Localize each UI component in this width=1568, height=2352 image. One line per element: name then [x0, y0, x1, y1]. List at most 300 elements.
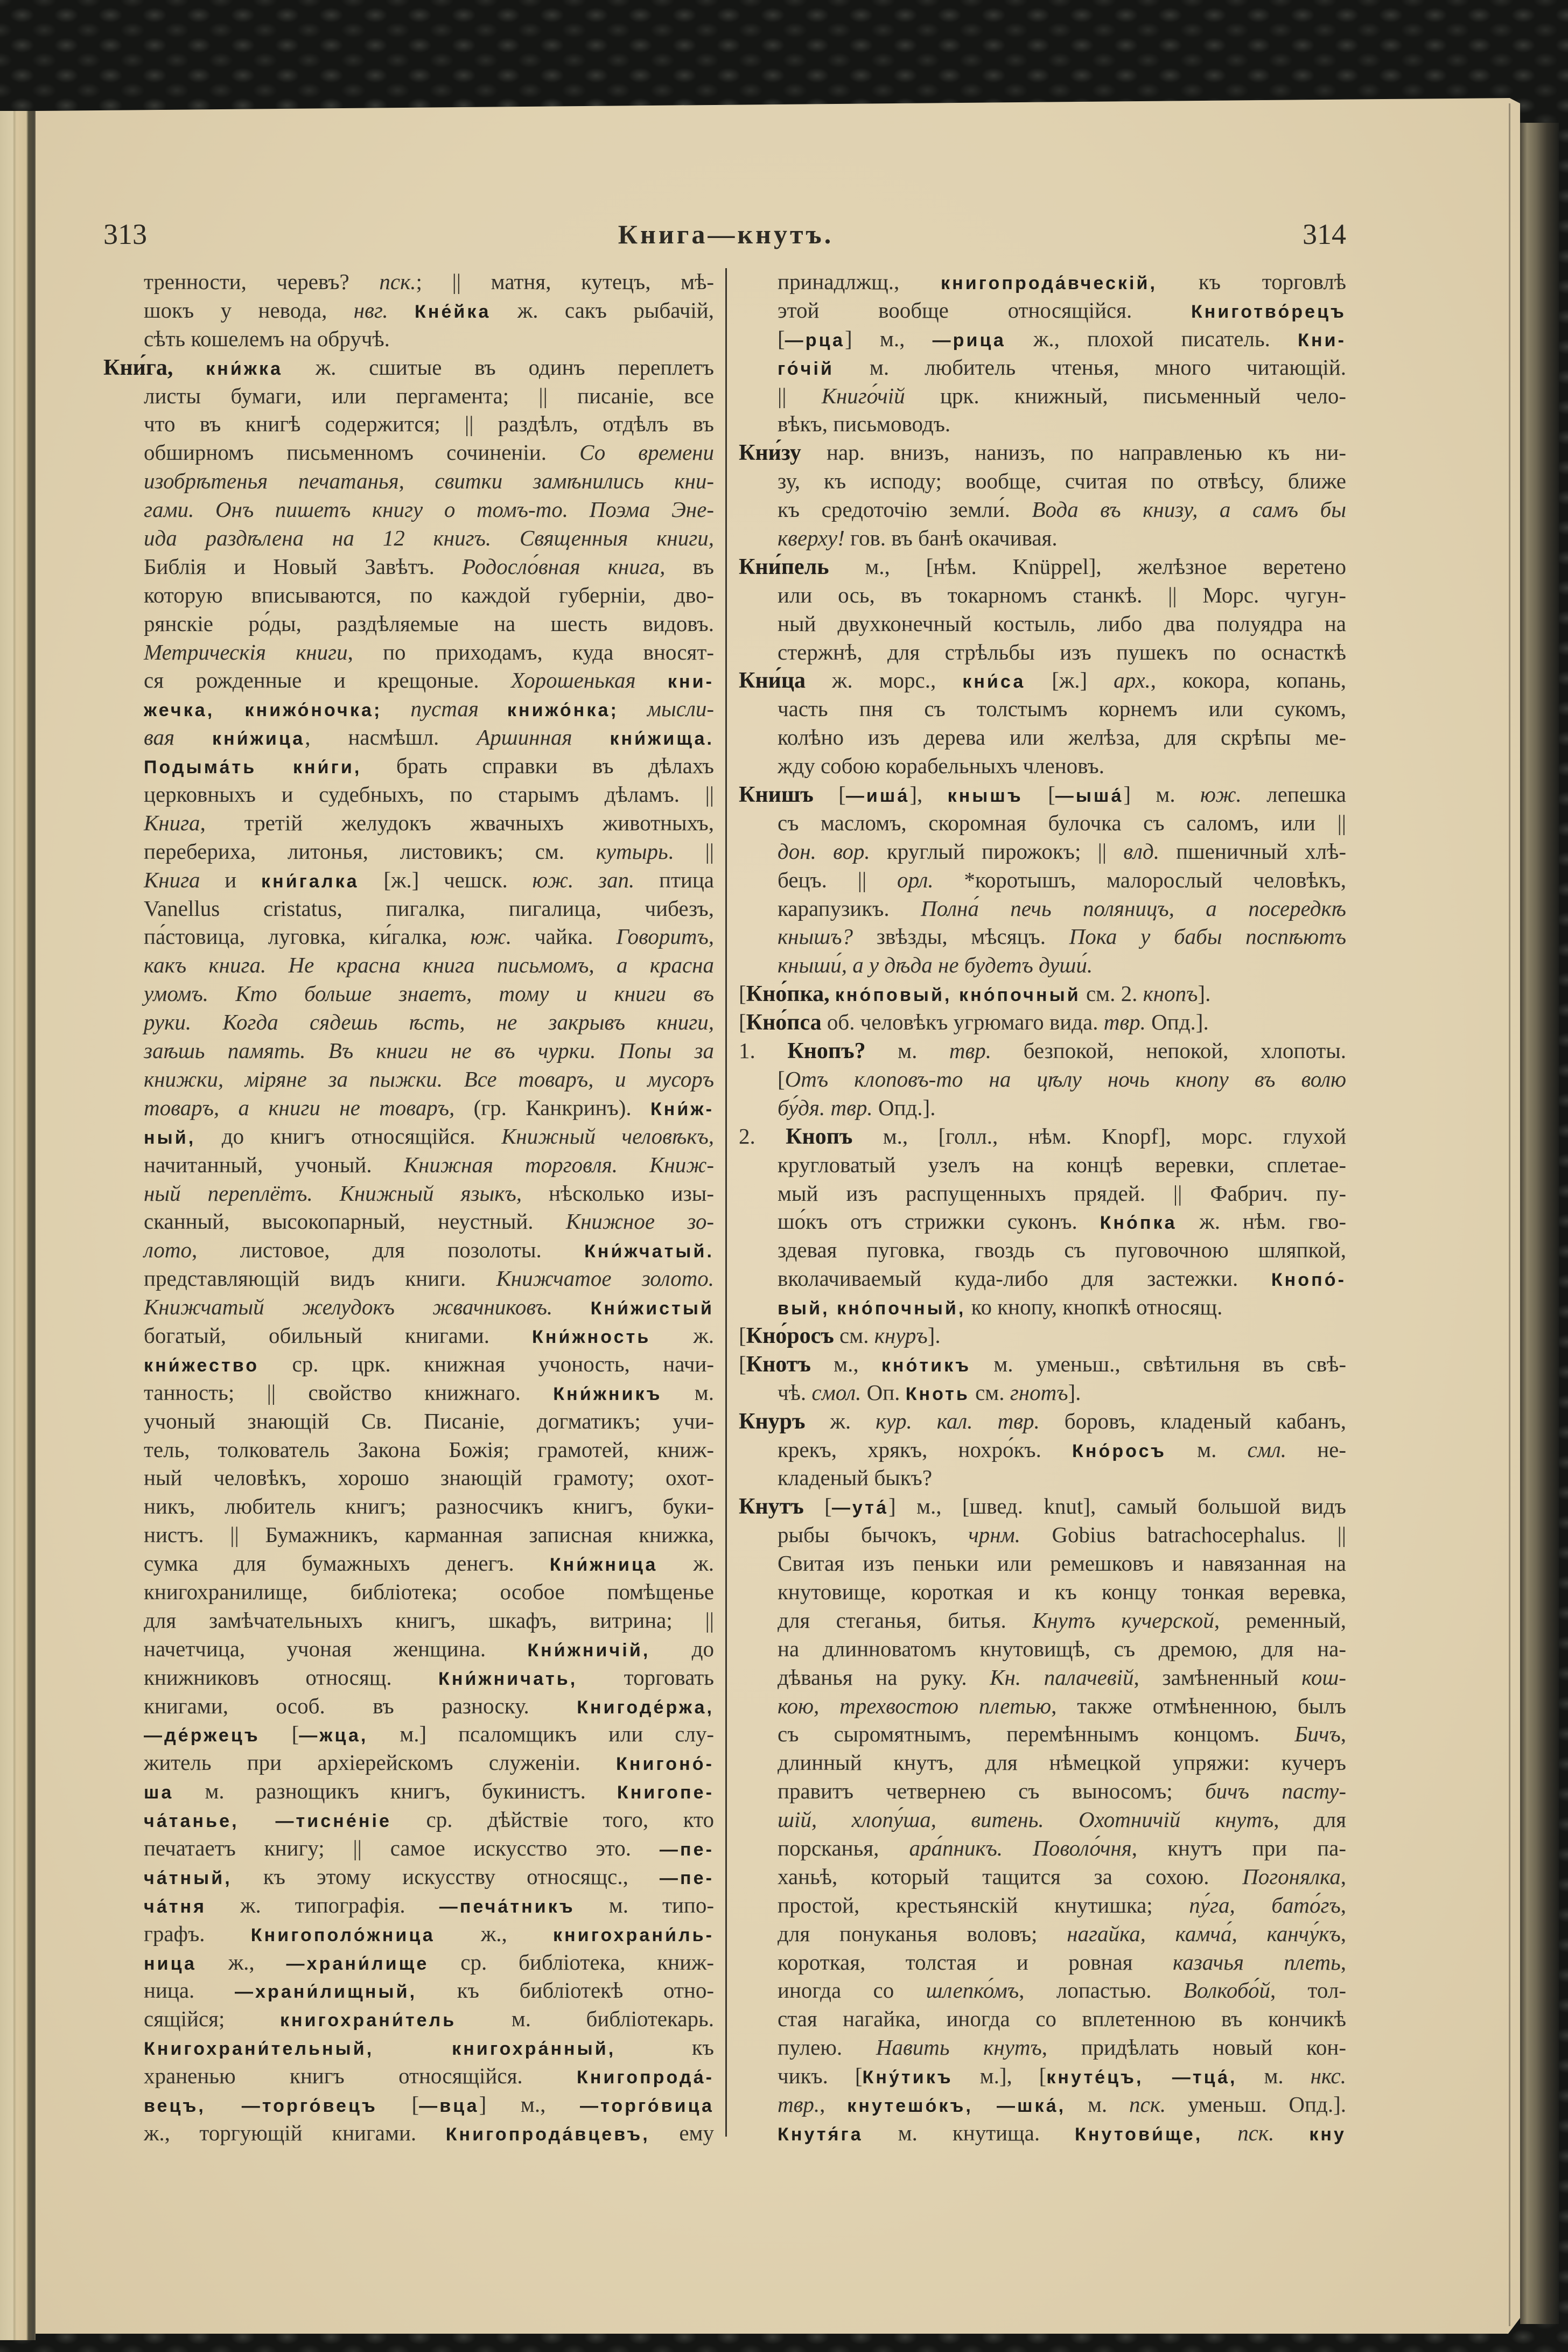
bold-term: ча́тный, — [144, 1867, 232, 1888]
text-run: чикъ. [ — [778, 2063, 863, 2089]
text-run: 1. — [739, 1038, 788, 1063]
running-title: Книга—кнутъ. — [618, 219, 834, 249]
text-line — [103, 1720, 714, 1748]
bold-term: кнуте́цъ, —тца́, — [1046, 2067, 1237, 2088]
text-run: книжниковъ относящ. — [144, 1664, 439, 1690]
text-run: часть пня съ толстымъ корнемъ или сукомъ, — [778, 696, 1346, 722]
text-run: къ библіотекѣ отно- — [417, 1978, 714, 2003]
text-line — [739, 325, 1346, 353]
text-line — [739, 1350, 1346, 1378]
text-line — [103, 837, 714, 866]
text-line — [739, 752, 1346, 780]
bold-term: Кнутя́га — [778, 2124, 863, 2145]
italic-run: Погонялка — [1242, 1864, 1341, 1889]
text-run: богатый, обильный книгами. — [144, 1322, 533, 1348]
text-run: , — [1340, 1864, 1346, 1889]
text-run: ], — [909, 782, 948, 807]
text-line — [103, 1635, 714, 1663]
headword: Кно́пса — [746, 1010, 822, 1035]
text-line — [103, 2090, 714, 2119]
bold-term: Кни́жникъ — [553, 1383, 662, 1404]
text-line — [103, 866, 714, 894]
bold-term: кни́жища. — [610, 729, 714, 750]
text-line — [739, 1578, 1346, 1606]
text-line — [103, 495, 714, 524]
text-line — [103, 2119, 714, 2147]
italic-run: влд. — [1123, 838, 1159, 864]
text-run: м., [нѣм. Knüppel], желѣзное веретено — [829, 554, 1346, 579]
text-run: кнутовище, короткая и къ концу тонкая веревка, — [778, 1579, 1346, 1604]
bold-term: —ыша́ — [1055, 786, 1124, 807]
italic-run: кош- — [1301, 1664, 1346, 1690]
text-run: ]. — [1068, 1380, 1081, 1405]
italic-run: изобрѣтенья печатанья, свитки замѣнились кни- — [144, 468, 714, 494]
text-line — [739, 1920, 1346, 1948]
italic-run: кнышъ? — [778, 924, 853, 949]
text-run: съ сыромятнымъ, перемѣннымъ концомъ. — [778, 1721, 1295, 1747]
text-run: ный двухконечный костыль, либо два полуядра на — [778, 611, 1346, 636]
text-line — [103, 1692, 714, 1720]
text-line — [739, 2090, 1346, 2119]
italic-run: юж. — [470, 924, 512, 949]
text-line — [739, 1863, 1346, 1891]
text-run: въ — [665, 554, 714, 579]
text-line — [739, 979, 1346, 1008]
text-line — [739, 1549, 1346, 1578]
bold-term: Книгоно́- — [616, 1754, 714, 1775]
text-run: короткая, толстая и ровная — [778, 1949, 1173, 1975]
headword: Кни́зу — [739, 440, 801, 466]
bold-term: кну — [1309, 2124, 1346, 2145]
text-run: , по приходамъ, куда вносят- — [347, 639, 714, 664]
italic-run: Книго́чій — [821, 383, 905, 408]
text-run: (гр. Канкринъ). — [454, 1095, 650, 1120]
text-run: чайка. — [512, 924, 617, 949]
text-line — [739, 866, 1346, 894]
text-line — [739, 666, 1346, 695]
italic-run: Книжное зо- — [565, 1209, 714, 1234]
text-line — [103, 410, 714, 438]
text-line — [739, 1407, 1346, 1436]
text-line — [103, 1920, 714, 1948]
text-line — [103, 1805, 714, 1834]
text-run: м. разнощикъ книгъ, букинистъ. — [173, 1779, 617, 1804]
text-line — [103, 610, 714, 638]
text-run: ] м. — [1123, 782, 1200, 807]
text-line — [739, 1834, 1346, 1863]
text-line — [739, 922, 1346, 951]
text-line — [103, 1151, 714, 1179]
text-line — [103, 2033, 714, 2062]
text-run: торговать — [577, 1664, 714, 1690]
text-run: [ — [739, 1351, 746, 1376]
text-line — [103, 325, 714, 353]
text-line — [739, 695, 1346, 723]
text-line — [103, 1008, 714, 1037]
italic-run: заѣшь память. Въ книги не въ чурки. Попы за — [144, 1038, 714, 1063]
italic-run: Хорошенькая — [510, 668, 636, 693]
text-line — [103, 1378, 714, 1407]
italic-run: Волкобо́й — [1183, 1978, 1270, 2003]
text-line — [103, 979, 714, 1008]
text-run: м. типо- — [575, 1892, 714, 1917]
text-run: звѣзды, мѣсяцъ. — [853, 924, 1069, 949]
italic-run: ара́пникъ. Поволо́чня — [909, 1835, 1132, 1860]
text-run: , замѣненный — [1133, 1664, 1302, 1690]
bold-term: книгохрани́тель — [279, 2010, 457, 2031]
text-line — [103, 268, 714, 296]
text-run: , ременный, — [1214, 1607, 1346, 1633]
bold-term: кни́са — [962, 671, 1026, 692]
text-line — [739, 1606, 1346, 1635]
text-line — [103, 809, 714, 837]
text-run: вѣкъ, письмоводъ. — [778, 411, 951, 437]
italic-run: орл. — [897, 867, 934, 892]
text-run — [388, 298, 415, 323]
bold-term: Кни́жчатый. — [584, 1241, 714, 1262]
text-line — [103, 467, 714, 495]
italic-run: мысли- — [618, 696, 714, 722]
text-line — [739, 1094, 1346, 1122]
text-line — [103, 1663, 714, 1692]
headword: Кни́ца — [739, 668, 806, 694]
text-run: , — [1340, 1892, 1346, 1917]
text-line — [103, 1065, 714, 1094]
text-run: шо́къ отъ стрижки суконъ. — [778, 1209, 1100, 1234]
text-run: храненью книгъ относящійся. — [144, 2063, 577, 2089]
italic-run: пск. — [379, 269, 416, 294]
text-run: [ж.] чешск. — [359, 867, 533, 892]
bold-term: ча́тня — [144, 1896, 207, 1917]
text-run: которую вписываются, по каждой губерніи, дво- — [144, 582, 714, 607]
italic-run: лото — [144, 1237, 192, 1263]
text-run: ж. типографія. — [206, 1892, 439, 1917]
text-line — [739, 1777, 1346, 1805]
text-line — [739, 837, 1346, 866]
text-line — [103, 353, 714, 382]
italic-run: казачья плеть — [1173, 1949, 1341, 1975]
italic-run: гами. Онъ пишетъ книгу о томъ-то. Поэма Эне- — [144, 497, 714, 522]
text-line — [739, 1264, 1346, 1293]
italic-run: Метрическія книги — [144, 639, 348, 664]
text-run: кругловатый узелъ на концѣ веревки, сплетае- — [778, 1152, 1346, 1177]
italic-run: ный переплётъ. Книжный языкъ, — [144, 1180, 522, 1206]
text-run: ж. — [650, 1322, 714, 1348]
headword: Кнутъ — [739, 1494, 804, 1520]
text-line — [103, 1094, 714, 1122]
text-line — [739, 552, 1346, 581]
text-run: [ — [739, 981, 746, 1006]
previous-pages-edge — [0, 111, 36, 2340]
text-line — [103, 922, 714, 951]
text-run: сѣть кошелемъ на обручѣ. — [144, 326, 390, 351]
bold-term: кно́тикъ — [881, 1355, 971, 1376]
italic-run: пск. — [1237, 2120, 1275, 2145]
italic-run: Со времени — [579, 440, 714, 465]
italic-run: твр. — [778, 2092, 820, 2117]
text-run: *коротышъ, малорослый человѣкъ, — [933, 867, 1346, 892]
text-run: Опд.]. — [1145, 1010, 1209, 1035]
text-run: м. любитель чтенья, много читающій. — [834, 354, 1346, 380]
text-run: рыбы бычокъ, — [778, 1522, 969, 1548]
bold-term: —вца — [419, 2096, 479, 2116]
italic-run: кур. кал. твр. — [876, 1408, 1040, 1433]
text-line — [103, 752, 714, 780]
text-run: Опд.]. — [872, 1095, 936, 1120]
italic-run: Книга — [144, 867, 200, 892]
text-run: безпокой, непокой, хлопоты. — [991, 1038, 1346, 1063]
text-line — [739, 1976, 1346, 2005]
text-run: ница. — [144, 1978, 235, 2003]
text-run: м. — [1066, 2092, 1130, 2117]
text-line — [739, 2033, 1346, 2062]
text-run: , третій желудокъ жвачныхъ животныхъ, — [200, 810, 714, 835]
text-run: простой, крестьянскій кнутишка; — [778, 1892, 1189, 1917]
text-run: никъ, любитель книгъ; разносчикъ книгъ, буки- — [144, 1494, 714, 1519]
italic-run: ида раздѣлена на 12 книгъ. Священныя книги, — [144, 526, 714, 551]
italic-run: юж. — [1200, 782, 1242, 807]
italic-run: пу́га, бато́гъ — [1189, 1892, 1341, 1917]
text-run: стержнѣ, для стрѣльбы изъ пушекъ по оснасткѣ — [778, 639, 1346, 664]
text-run: ] м., [швед. knut], самый большой видъ — [888, 1494, 1346, 1519]
italic-run: пск. — [1129, 2092, 1166, 2117]
text-run: карапузикъ. — [778, 895, 921, 921]
text-line — [103, 1264, 714, 1293]
italic-run: шлепко́мъ — [926, 1978, 1019, 2003]
text-run: нар. внизъ, нанизъ, по направленью къ ни- — [801, 440, 1346, 465]
text-line — [103, 1777, 714, 1805]
text-line — [739, 809, 1346, 837]
text-run: нѣсколько изы- — [522, 1180, 714, 1206]
text-run: ж. — [805, 1408, 876, 1433]
bold-term: Кни́жистый — [590, 1298, 714, 1319]
text-run: 2. — [739, 1123, 786, 1149]
text-run: мый изъ распущенныхъ прядей. || Фабрич. пу- — [778, 1180, 1346, 1206]
text-run: боровъ, кладеный кабанъ, — [1039, 1408, 1346, 1433]
text-line — [739, 1521, 1346, 1549]
bold-term: Книгопе- — [617, 1782, 714, 1803]
text-line — [103, 1863, 714, 1891]
bold-term: —храни́лище — [286, 1953, 429, 1974]
italic-run: смл. — [1247, 1437, 1287, 1462]
text-run: [ — [739, 1322, 746, 1348]
text-run: црк. книжный, письменный чело- — [905, 383, 1346, 408]
text-run: къ торговлѣ — [1157, 269, 1346, 294]
text-run: птица — [634, 867, 714, 892]
text-run: до — [650, 1636, 714, 1661]
text-run: м. библіотекарь. — [456, 2006, 714, 2032]
italic-run: нкс. — [1310, 2063, 1346, 2089]
bold-term: ница — [144, 1953, 197, 1974]
bold-term: кни́галка — [261, 871, 359, 892]
italic-run: Книжный человѣкъ, — [501, 1123, 714, 1149]
text-run: см. — [969, 1380, 1010, 1405]
italic-run: гнотъ — [1010, 1380, 1068, 1405]
text-line — [739, 723, 1346, 752]
text-run: до книгъ относящійся. — [195, 1123, 502, 1149]
text-run: вколачиваемый куда-либо для застежки. — [778, 1266, 1271, 1291]
text-line — [103, 951, 714, 979]
text-run: дѣванья на руку. — [778, 1664, 990, 1690]
text-line — [739, 1436, 1346, 1464]
bold-term: кнутешо́къ, —шка́, — [847, 2096, 1066, 2116]
headword: Кно́пка, — [746, 982, 830, 1007]
text-line — [739, 894, 1346, 923]
text-line — [739, 1948, 1346, 1977]
text-run: тель, толкователь Закона Божія; грамотей, книж- — [144, 1437, 714, 1462]
text-run: книгохранилище, библіотека; особое помѣщенье — [144, 1579, 714, 1604]
italic-run: чрнм. — [968, 1522, 1021, 1548]
text-run: , — [1340, 1949, 1346, 1975]
text-line — [103, 1549, 714, 1578]
text-run: ж. морс., — [806, 668, 963, 693]
text-line — [103, 1321, 714, 1350]
text-run: не- — [1286, 1437, 1346, 1462]
text-run: [ — [260, 1721, 299, 1747]
text-run: ]. — [1198, 981, 1211, 1006]
bold-term: Кнутови́ще, — [1075, 2124, 1203, 2145]
text-line — [739, 1891, 1346, 1920]
bold-term: Книготво́рецъ — [1191, 301, 1346, 322]
text-run: къ — [615, 2035, 714, 2060]
text-line — [103, 894, 714, 923]
text-run: ж., плохой писатель. — [1005, 326, 1298, 351]
text-run: здевая пуговка, гвоздь съ пуговочною шляпкой, — [778, 1237, 1346, 1263]
text-line — [739, 296, 1346, 325]
italic-run: пустая — [382, 696, 507, 722]
text-run: , — [820, 2092, 848, 2117]
text-run: [ — [739, 1010, 746, 1035]
bold-term: —храни́лищный, — [234, 1982, 417, 2003]
text-run: [ — [1023, 782, 1055, 807]
bold-term: —ута́ — [831, 1497, 889, 1518]
text-run: обширномъ письменномъ сочиненіи. — [144, 440, 580, 465]
text-line — [103, 1976, 714, 2005]
bold-term: —рица — [932, 330, 1006, 351]
text-run: жду собою корабельныхъ членовъ. — [778, 753, 1104, 779]
bold-term: Кни- — [1298, 330, 1346, 351]
italic-run: Книжчатый желудокъ жвачниковъ. — [144, 1294, 591, 1320]
text-run: [ — [803, 1494, 832, 1519]
bold-term: кно́повый, кно́почный — [835, 985, 1081, 1006]
bold-term: Кну́тикъ — [862, 2067, 953, 2088]
text-run: ] м., — [844, 326, 933, 351]
text-run: порсканья, — [778, 1835, 909, 1860]
text-run: , также отмѣненною, былъ — [1051, 1693, 1346, 1718]
bold-term: Кноть — [905, 1383, 970, 1404]
text-run: , придѣлать новый кон- — [1041, 2035, 1346, 2060]
text-line — [103, 1521, 714, 1549]
text-run: пулею. — [778, 2035, 876, 2060]
italic-run: кныши́, а у дѣда не будетъ души́. — [778, 953, 1093, 978]
text-run: ный человѣкъ, хорошо знающій грамоту; охот- — [144, 1465, 714, 1490]
text-line — [103, 1948, 714, 1977]
text-line — [103, 1179, 714, 1208]
column-divider — [725, 268, 727, 2137]
text-run: , лопастью. — [1019, 1978, 1184, 2003]
text-run: , кнутъ при па- — [1131, 1835, 1346, 1860]
text-run: сканный, высокопарный, неустный. — [144, 1209, 566, 1234]
text-run: брать справки въ дѣлахъ — [361, 753, 714, 779]
italic-run: нвг. — [353, 297, 388, 323]
italic-run: дон. вор. — [778, 838, 870, 864]
italic-run: юж. зап. — [532, 867, 635, 892]
text-run: книгами, особ. въ разноску. — [144, 1693, 577, 1718]
bold-term: ша — [144, 1782, 174, 1803]
text-run: крекъ, хрякъ, нохро́къ. — [778, 1437, 1073, 1462]
italic-run: Пока у бабы поспѣютъ — [1069, 924, 1346, 949]
italic-run: товаръ, а книги не товаръ, — [144, 1095, 455, 1120]
bold-term: Кни́жничать, — [438, 1668, 578, 1689]
text-run: м., — [810, 1351, 881, 1376]
text-run: , — [1340, 1921, 1346, 1946]
text-run: къ этому искусству относящс., — [232, 1864, 660, 1889]
text-line — [739, 495, 1346, 524]
text-line — [739, 581, 1346, 610]
text-run: правитъ четвернею съ выносомъ; — [778, 1779, 1206, 1804]
italic-run: смол. — [811, 1380, 862, 1405]
bold-term: Кно́пка — [1100, 1213, 1177, 1234]
bold-term: кни́жество — [144, 1355, 260, 1376]
text-run: сумка для бумажныхъ денегъ. — [144, 1551, 550, 1576]
text-run: ж. нѣм. гво- — [1177, 1209, 1346, 1234]
text-line — [103, 638, 714, 667]
text-run: [ — [377, 2092, 419, 2117]
text-line — [739, 467, 1346, 495]
bold-term: Подыма́ть кни́ги, — [144, 757, 362, 778]
text-run: [ — [778, 1066, 785, 1091]
text-run: , кокора, копань, — [1150, 668, 1346, 693]
bold-term: кни́жица — [212, 729, 305, 750]
text-run: м. — [662, 1380, 714, 1405]
bold-term: Книгоде́ржа, — [577, 1697, 714, 1718]
text-run: ] м., — [479, 2092, 580, 2117]
text-run: длинный кнутъ, для нѣмецкой упряжи: кучеръ — [778, 1750, 1346, 1775]
text-line — [103, 296, 714, 325]
text-run — [1202, 2120, 1237, 2145]
text-run — [1274, 2120, 1309, 2145]
text-run: , тол- — [1270, 1978, 1346, 2003]
text-line — [739, 1720, 1346, 1748]
text-run: церковныхъ и судебныхъ, по старымъ дѣламъ. || — [144, 782, 714, 807]
text-run: Оп. — [861, 1380, 906, 1405]
bold-term: —пе- — [659, 1867, 714, 1888]
text-line — [103, 438, 714, 467]
headword: Кни́га, — [103, 355, 173, 380]
text-run: шокъ у невода, — [144, 297, 354, 323]
italic-run: Полна́ печь поляницъ, а посередкѣ — [921, 895, 1346, 921]
bold-term: Книгопрода́вцевъ, — [445, 2124, 650, 2145]
italic-run: бичъ пасту- — [1205, 1779, 1346, 1804]
text-run: лепешка — [1241, 782, 1346, 807]
headword: Кни́пель — [739, 554, 829, 579]
text-line — [103, 1748, 714, 1777]
italic-run: Отъ клоповъ-то на цѣлу ночь кнопу въ волю — [785, 1066, 1346, 1091]
text-line — [739, 2119, 1346, 2147]
bold-term: книгопрода́вческій, — [941, 273, 1158, 293]
text-run: иногда со — [778, 1978, 926, 2003]
text-line — [103, 1037, 714, 1065]
text-run: гов. въ банѣ окачивая. — [844, 526, 1058, 551]
text-run: листы бумаги, или пергамента; || писаніе, все — [144, 383, 714, 408]
text-run: об. человѣкъ угрюмаго вида. — [821, 1010, 1104, 1035]
text-run: графъ. — [144, 1921, 251, 1946]
text-line — [103, 1350, 714, 1378]
text-run: сящійся; — [144, 2006, 280, 2032]
text-run: печатаетъ книгу; || самое искусство это. — [144, 1835, 660, 1860]
bold-term: Книгополо́жница — [250, 1924, 435, 1945]
bold-term: —де́ржецъ — [144, 1725, 260, 1746]
